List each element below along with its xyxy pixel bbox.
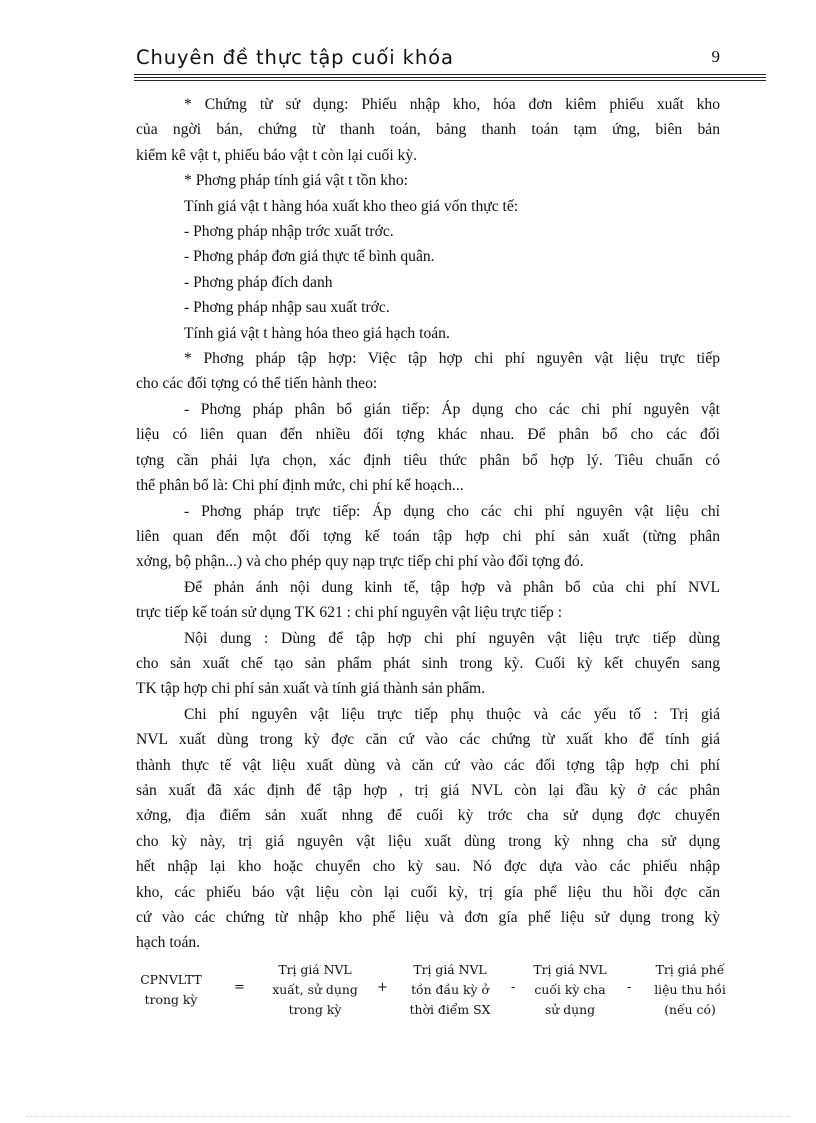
text-line: Tính giá vật t hàng hóa xuất kho theo giá vốn thực tế: bbox=[184, 197, 519, 215]
text-line: thành thực tế vật liệu xuất dùng và căn cứ vào các đối tợng tập hợp chi phí bbox=[136, 756, 720, 774]
formula-term-line: trong kỳ bbox=[288, 1002, 342, 1017]
formula-term-line: Trị giá phế bbox=[655, 962, 725, 977]
header-rule-bottom bbox=[134, 80, 766, 81]
formula-term-line: cuối kỳ cha bbox=[534, 982, 606, 997]
text-line: * Chứng từ sử dụng: Phiếu nhập kho, hóa đơn kiêm phiếu xuất kho bbox=[184, 96, 720, 113]
text-line: trực tiếp kế toán sử dụng TK 621 : chi phí nguyên vật liệu trực tiếp : bbox=[136, 604, 563, 622]
text-line: xởng, địa điểm sản xuất nhng để cuối kỳ trớc cha sử dụng đợc chuyển bbox=[136, 807, 720, 825]
body-text bbox=[136, 92, 720, 956]
text-line: cho kỳ này, trị giá nguyên vật liệu xuất dùng trong kỳ nhng cha sử dụng bbox=[136, 832, 720, 850]
page-number: 9 bbox=[711, 47, 720, 66]
formula-minus-1: - bbox=[511, 980, 516, 995]
text-line: * Phơng pháp tính giá vật t tồn kho: bbox=[184, 172, 408, 190]
text-line: tợng cần phải lựa chọn, xác định tiêu thức phân bổ hợp lý. Tiêu chuẩn có bbox=[136, 451, 720, 469]
text-line: Để phản ánh nội dung kinh tế, tập hợp và phân bổ của chi phí NVL bbox=[184, 578, 720, 596]
text-line: kho, các phiếu báo vật liệu còn lại cuối kỳ, trị gía phế liệu thu hồi đợc căn bbox=[136, 883, 720, 901]
text-line: liên quan đến một đối tợng kế toán tập hợp chi phí sản xuất (từng phân bbox=[136, 527, 720, 545]
formula-plus: + bbox=[377, 980, 388, 995]
text-line: hạch toán. bbox=[136, 934, 201, 952]
text-line: thể phân bổ là: Chi phí định mức, chi phí kế hoạch... bbox=[136, 477, 464, 495]
cost-formula bbox=[136, 960, 736, 1030]
formula-term-line: xuất, sử dụng bbox=[272, 982, 358, 997]
header-rule-middle bbox=[134, 77, 766, 78]
text-line: Nội dung : Dùng để tập hợp chi phí nguyên vật liệu trực tiếp dùng bbox=[184, 629, 720, 647]
formula-term-line: Trị giá NVL bbox=[533, 962, 607, 977]
formula-term-line: tồn đầu kỳ ở bbox=[411, 982, 489, 997]
header-rule-top bbox=[134, 74, 766, 75]
page-header bbox=[136, 46, 720, 72]
page-bottom-border bbox=[26, 1116, 790, 1117]
text-line: - Phơng pháp nhập sau xuất trớc. bbox=[184, 299, 390, 317]
formula-lhs-line: trong kỳ bbox=[144, 992, 198, 1007]
formula-lhs-line: CPNVLTT bbox=[140, 972, 202, 987]
text-line: - Phơng pháp trực tiếp: Áp dụng cho các chi phí nguyên vật liệu chỉ bbox=[184, 502, 720, 520]
text-line: - Phơng pháp nhập trớc xuất trớc. bbox=[184, 223, 394, 241]
formula-term-2 bbox=[394, 960, 506, 1020]
formula-term-1 bbox=[260, 960, 370, 1020]
text-line: Chi phí nguyên vật liệu trực tiếp phụ thuộc và các yếu tố : Trị giá bbox=[184, 705, 720, 723]
formula-minus-2: - bbox=[627, 980, 632, 995]
formula-term-3 bbox=[518, 960, 622, 1020]
formula-term-line: thời điểm SX bbox=[409, 1002, 491, 1017]
text-line: NVL xuất dùng trong kỳ đợc căn cứ vào các chứng từ xuất kho để tính giá bbox=[136, 731, 720, 749]
header-title: Chuyên đề thực tập cuối khóa bbox=[136, 46, 454, 69]
formula-term-line: Trị giá NVL bbox=[413, 962, 487, 977]
text-line: sản xuất đã xác định để tập hợp , trị giá NVL còn lại đầu kỳ ở các phân bbox=[136, 781, 720, 799]
formula-term-line: liệu thu hồi bbox=[654, 982, 726, 997]
formula-equals: = bbox=[234, 980, 245, 995]
formula-term-line: (nếu có) bbox=[664, 1002, 716, 1017]
text-line: kiểm kê vật t, phiếu báo vật t còn lại cuối kỳ. bbox=[136, 146, 418, 164]
formula-term-line: sử dụng bbox=[544, 1002, 596, 1017]
text-line: của ngời bán, chứng từ thanh toán, bảng thanh toán tạm ứng, biên bản bbox=[136, 121, 720, 139]
text-line: Tính giá vật t hàng hóa theo giá hạch toán. bbox=[184, 324, 450, 342]
text-line: - Phơng pháp phân bổ gián tiếp: Áp dụng cho các chi phí nguyên vật bbox=[184, 400, 720, 418]
formula-lhs bbox=[136, 970, 206, 1010]
text-line: liệu có liên quan đến nhiều đối tợng khác nhau. Để phân bổ cho các đối bbox=[136, 426, 720, 444]
text-line: - Phơng pháp đơn giá thực tế bình quân. bbox=[184, 248, 435, 266]
text-line: cho sản xuất chế tạo sản phẩm phát sinh trong kỳ. Cuối kỳ kết chuyển sang bbox=[136, 654, 720, 672]
text-line: cứ vào các chứng từ nhập kho phế liệu và đơn gía phế liệu sử dụng trong kỳ bbox=[136, 909, 720, 926]
formula-term-line: Trị giá NVL bbox=[278, 962, 352, 977]
text-line: hết nhập lại kho hoặc chuyển cho kỳ sau. Nó đợc dựa vào các phiếu nhập bbox=[136, 858, 720, 876]
text-line: xởng, bộ phận...) và cho phép quy nạp trực tiếp chi phí vào đối tợng đó. bbox=[136, 553, 584, 571]
formula-term-4 bbox=[642, 960, 738, 1020]
text-line: * Phơng pháp tập hợp: Việc tập hợp chi phí nguyên vật liệu trực tiếp bbox=[184, 350, 720, 368]
text-line: cho các đối tợng có thể tiến hành theo: bbox=[136, 375, 378, 393]
text-line: TK tập hợp chi phí sản xuất và tính giá thành sản phẩm. bbox=[136, 680, 486, 698]
text-line: - Phơng pháp đích danh bbox=[184, 273, 333, 291]
